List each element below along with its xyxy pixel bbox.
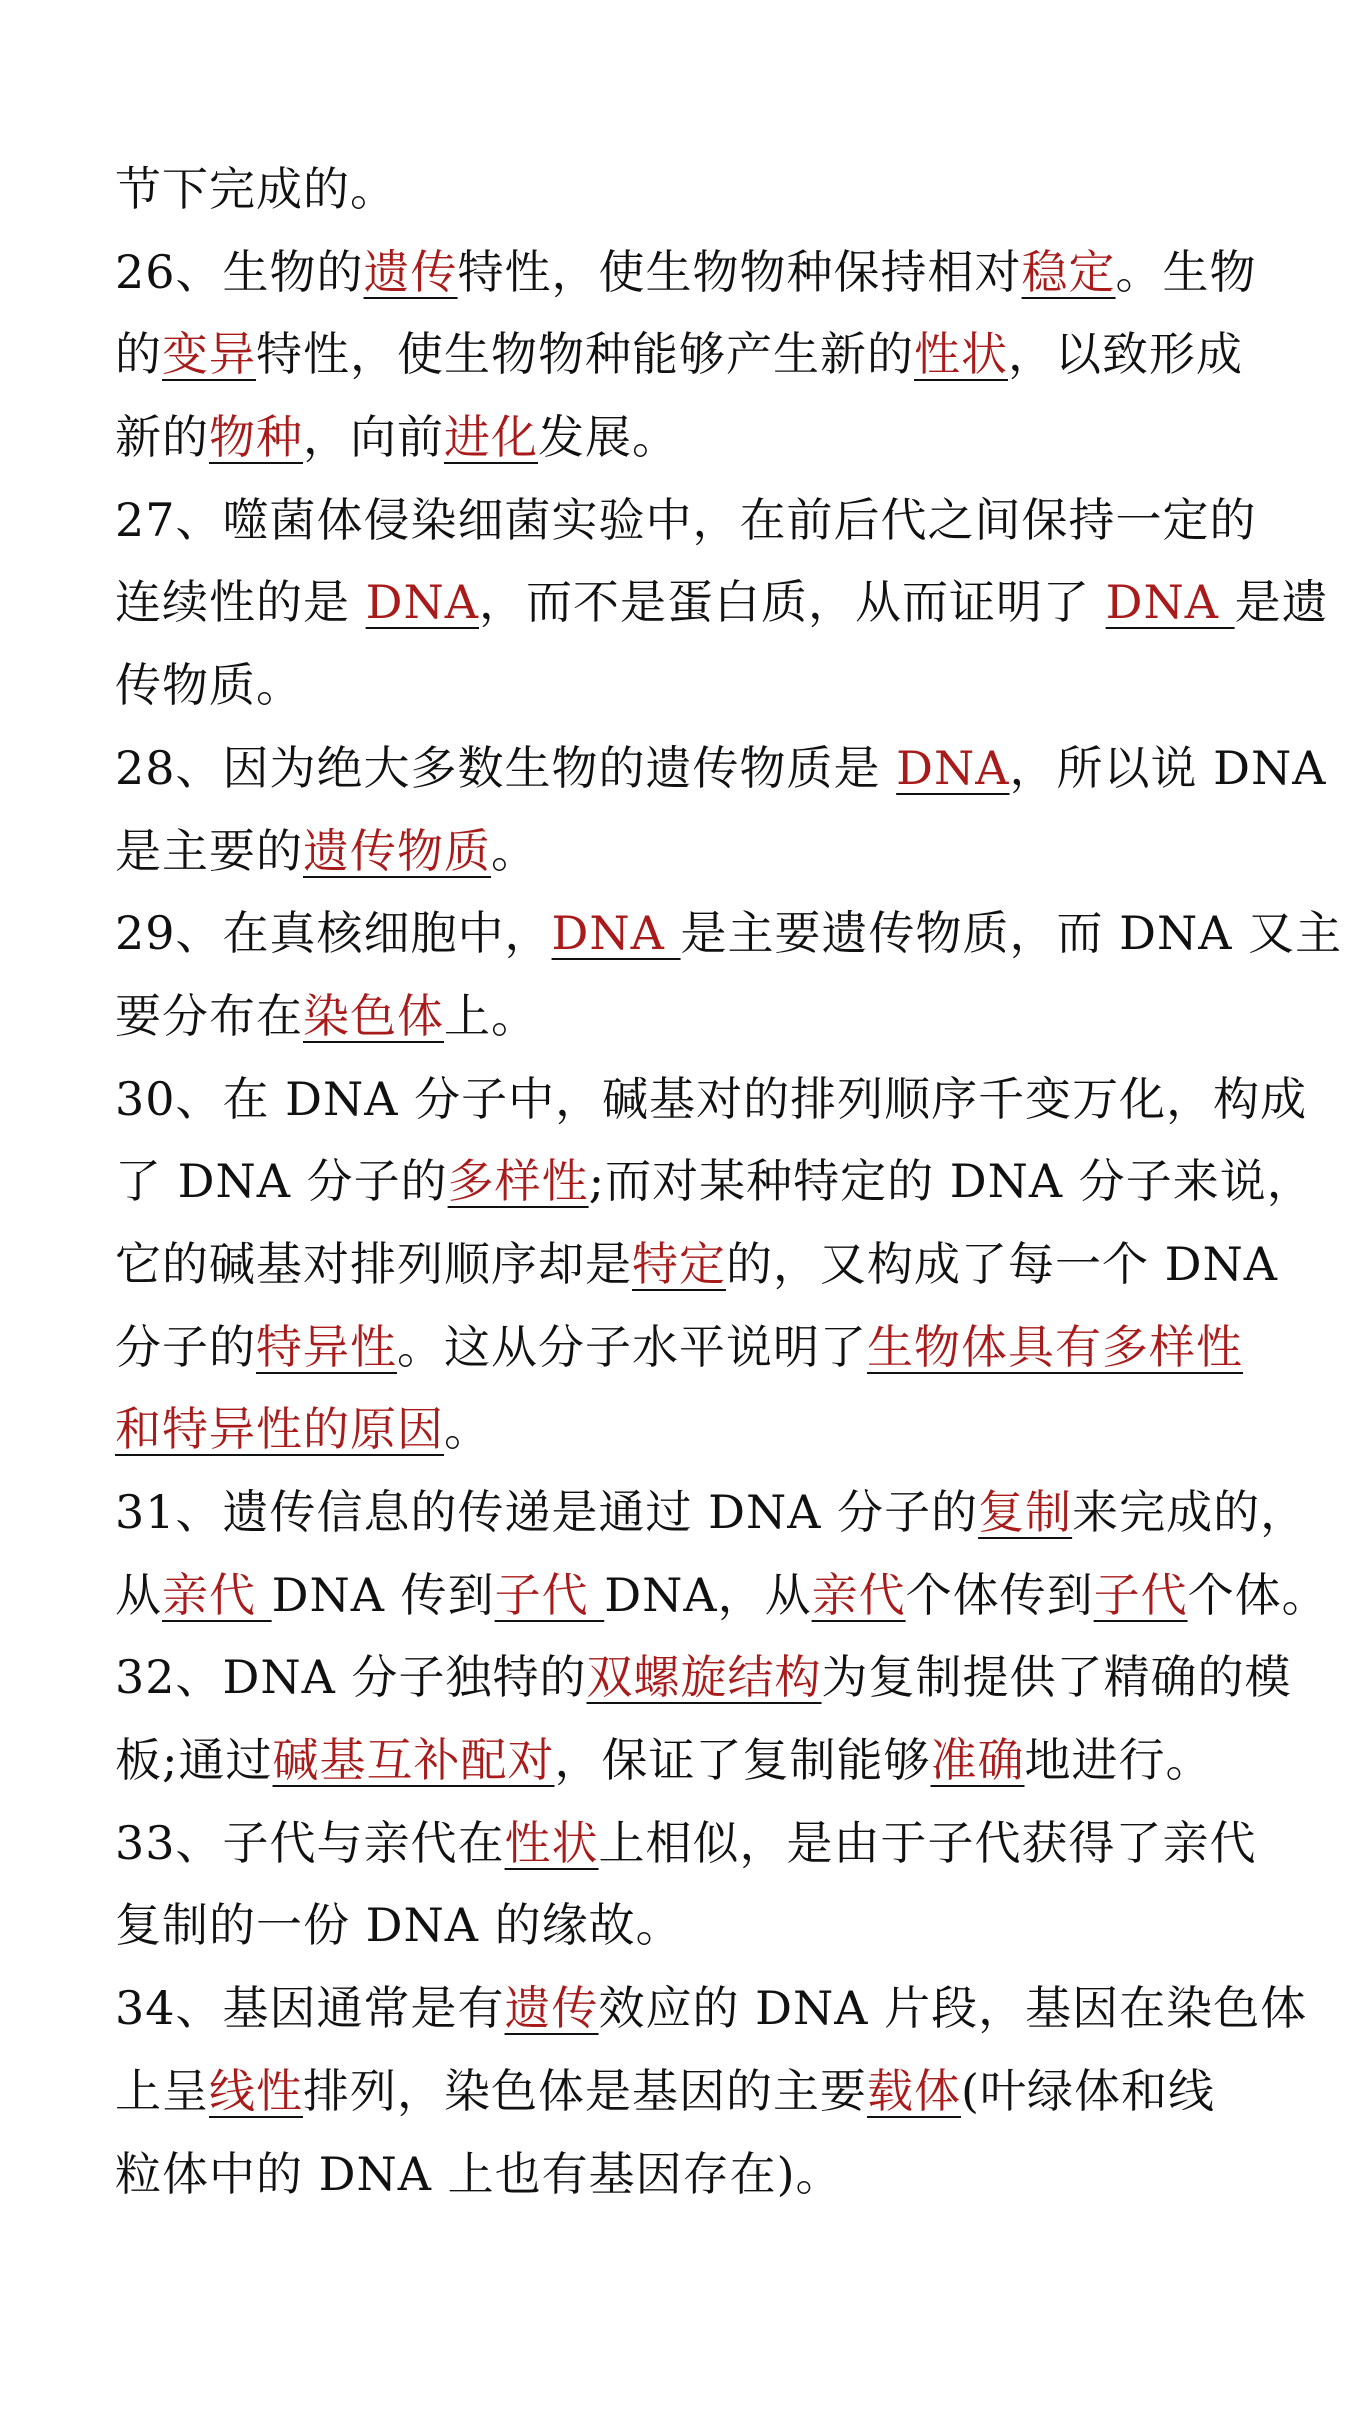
list-item-29: [115, 892, 1343, 1057]
text-segment: 个体。: [1187, 1567, 1329, 1622]
text-line: [115, 1471, 1308, 1554]
text-segment: 。: [491, 823, 538, 878]
text-segment: 连续性的是: [115, 575, 366, 630]
text-line: [115, 313, 1250, 396]
text-line: [115, 1636, 1292, 1719]
highlighted-answer: 生物体具有多样性: [867, 1319, 1243, 1374]
text-segment: 29、在真核细胞中，: [115, 906, 552, 961]
text-segment: 特性，使生物物种能够产生新的: [256, 327, 914, 382]
highlighted-answer: 遗传: [363, 244, 458, 299]
highlighted-answer: 碱基互补配对: [272, 1733, 555, 1788]
text-segment: 特性，使生物物种保持相对: [457, 244, 1022, 299]
text-line: [115, 148, 1250, 231]
text-segment: 新的: [115, 410, 209, 465]
text-segment: 排列，染色体是基因的主要: [303, 2063, 867, 2118]
highlighted-answer: 性状: [914, 327, 1008, 382]
text-line: [115, 1058, 1308, 1141]
highlighted-answer: 遗传物质: [303, 823, 491, 878]
text-segment: 33、子代与亲代在: [115, 1815, 505, 1870]
text-segment: 从: [115, 1567, 162, 1622]
text-segment: 为复制提供了精确的模: [821, 1650, 1292, 1705]
text-line: [115, 1967, 1308, 2050]
text-line: [115, 1554, 1329, 1637]
highlighted-answer: DNA: [896, 740, 1010, 795]
text-line: [115, 644, 1250, 727]
text-segment: 发展。: [538, 410, 679, 465]
highlighted-answer: 亲代: [811, 1567, 906, 1622]
list-item-32: [115, 1636, 1292, 1801]
text-segment: 28、因为绝大多数生物的遗传物质是: [115, 740, 897, 795]
text-segment: 是遗: [1234, 575, 1329, 630]
highlighted-answer: 稳定: [1021, 244, 1116, 299]
text-segment: 节下完成的。: [115, 162, 397, 216]
highlighted-answer: 复制: [978, 1485, 1073, 1539]
text-segment: 上相似，是由于子代获得了亲代: [598, 1815, 1257, 1870]
text-line: [115, 2050, 1250, 2133]
document-page: [115, 148, 1343, 2215]
text-line: [115, 1802, 1257, 1885]
text-segment: ，保证了复制能够: [554, 1733, 931, 1788]
text-line: [115, 727, 1327, 810]
text-segment: 的: [115, 327, 162, 382]
text-segment: ，向前: [303, 410, 444, 465]
text-line: [115, 892, 1343, 975]
text-segment: 是主要遗传物质，而 DNA 又主: [680, 906, 1343, 961]
highlighted-answer: DNA: [365, 575, 479, 630]
text-line: [115, 810, 1250, 893]
highlighted-answer: 染色体: [303, 988, 444, 1043]
text-segment: 。生物: [1115, 244, 1257, 299]
highlighted-answer: 遗传: [504, 1981, 599, 2036]
text-segment: DNA，从: [604, 1567, 812, 1622]
text-line: [115, 1140, 1314, 1223]
highlighted-answer: 多样性: [447, 1154, 589, 1209]
highlighted-answer: 线性: [209, 2063, 303, 2118]
text-line: [115, 2133, 1250, 2216]
text-segment: DNA 传到: [271, 1567, 495, 1622]
text-segment: 板;通过: [115, 1733, 273, 1788]
text-segment: 上。: [444, 988, 538, 1043]
highlighted-answer: DNA: [551, 906, 681, 961]
text-segment: 31、遗传信息的传递是通过 DNA 分子的: [115, 1485, 979, 1539]
text-line: [115, 1223, 1278, 1306]
highlighted-answer: 特异性: [256, 1319, 397, 1374]
list-item-30: [115, 1058, 1314, 1471]
highlighted-answer: DNA: [1105, 575, 1235, 630]
text-line: [115, 1388, 1250, 1471]
text-segment: 粒体中的 DNA 上也有基因存在)。: [115, 2146, 843, 2201]
text-line: [115, 396, 1250, 479]
text-segment: 32、DNA 分子独特的: [115, 1650, 587, 1705]
text-line: [115, 231, 1257, 314]
highlighted-answer: 子代: [1093, 1567, 1188, 1622]
highlighted-answer: 双螺旋结构: [586, 1650, 822, 1705]
text-segment: 的，又构成了每一个 DNA: [726, 1236, 1278, 1291]
text-segment: 了 DNA 分子的: [115, 1154, 448, 1209]
text-segment: ;而对某种特定的 DNA 分子来说，: [588, 1154, 1314, 1209]
highlighted-answer: 进化: [444, 410, 538, 465]
text-segment: 要分布在: [115, 988, 303, 1043]
text-segment: (叶绿体和线: [961, 2063, 1215, 2118]
list-item-26: [115, 231, 1257, 479]
text-line: [115, 1719, 1250, 1802]
text-segment: 。: [444, 1402, 491, 1457]
text-segment: 个体传到: [905, 1567, 1094, 1622]
list-item-28: [115, 727, 1327, 892]
text-segment: 34、基因通常是有: [115, 1981, 505, 2036]
text-segment: 分子的: [115, 1319, 256, 1374]
text-segment: ，而不是蛋白质，从而证明了: [478, 575, 1106, 630]
paragraph-continuation: [115, 148, 1250, 231]
text-segment: ，所以说 DNA: [1009, 740, 1327, 795]
text-segment: 。这从分子水平说明了: [397, 1319, 867, 1374]
text-line: [115, 479, 1257, 562]
text-line: [115, 561, 1329, 644]
text-line: [115, 1306, 1250, 1389]
text-segment: 效应的 DNA 片段，基因在染色体: [598, 1981, 1308, 2036]
text-segment: 27、噬菌体侵染细菌实验中，在前后代之间保持一定的: [115, 492, 1257, 547]
highlighted-answer: 物种: [209, 410, 303, 465]
highlighted-answer: 变异: [162, 327, 256, 382]
text-line: [115, 1884, 1250, 1967]
text-line: [115, 975, 1250, 1058]
list-item-27: [115, 479, 1329, 727]
highlighted-answer: 亲代: [162, 1567, 272, 1622]
highlighted-answer: 载体: [867, 2063, 961, 2118]
highlighted-answer: 性状: [504, 1815, 599, 1870]
text-segment: 传物质。: [115, 658, 303, 713]
text-segment: 复制的一份 DNA 的缘故。: [115, 1898, 683, 1953]
text-segment: 上呈: [115, 2063, 209, 2118]
list-item-33: [115, 1802, 1257, 1967]
highlighted-answer: 准确: [930, 1733, 1025, 1788]
list-item-34: [115, 1967, 1308, 2215]
text-segment: 是主要的: [115, 823, 303, 878]
text-segment: 26、生物的: [115, 244, 364, 299]
highlighted-answer: 特定: [632, 1236, 726, 1291]
text-segment: 地进行。: [1024, 1733, 1213, 1788]
text-segment: 它的碱基对排列顺序却是: [115, 1236, 632, 1291]
text-segment: ，以致形成: [1008, 327, 1243, 382]
text-segment: 30、在 DNA 分子中，碱基对的排列顺序千变万化，构成: [115, 1071, 1308, 1126]
list-item-31: [115, 1471, 1329, 1636]
text-segment: 来完成的，: [1072, 1485, 1308, 1539]
highlighted-answer: 和特异性的原因: [115, 1402, 444, 1457]
highlighted-answer: 子代: [494, 1567, 605, 1622]
